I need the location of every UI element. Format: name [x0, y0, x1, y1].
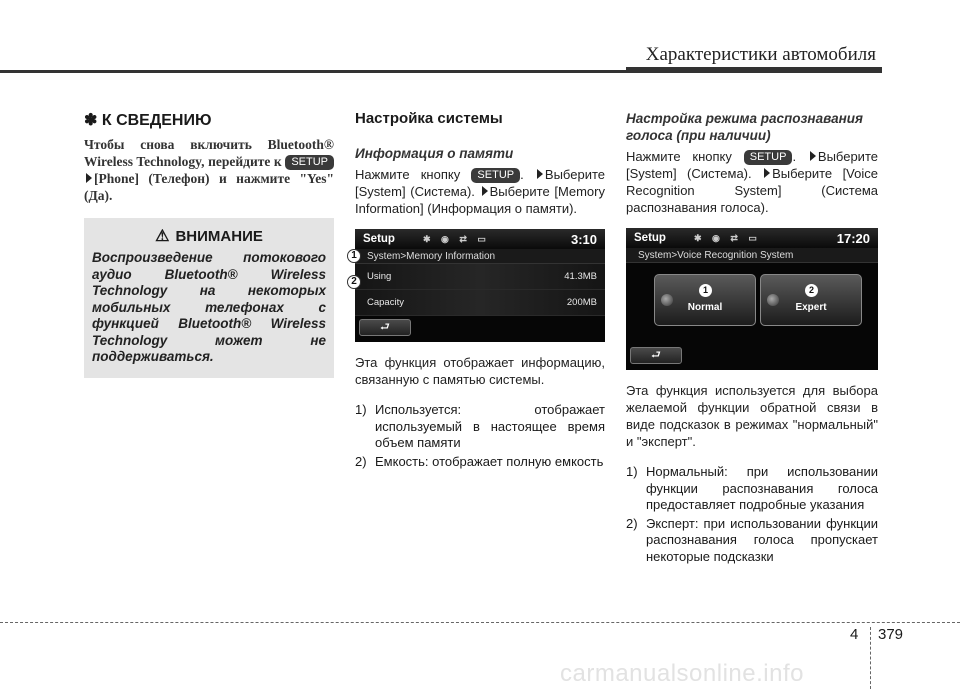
note-text — [84, 136, 334, 204]
row-value: 41.3MB — [564, 271, 597, 282]
section-title: Настройка системы — [355, 110, 503, 127]
list-num: 1) — [626, 464, 638, 479]
column-voice — [626, 110, 878, 567]
instr-press: Нажмите кнопку — [626, 149, 732, 164]
screen-title-bar — [626, 228, 878, 248]
screen-time: 3:10 — [570, 231, 597, 247]
status-icons: ✱ ◉ ⇄ ▭ — [693, 232, 761, 243]
section-number: 4 — [850, 626, 859, 643]
expert-button[interactable] — [760, 274, 862, 326]
callout-2: 2 — [805, 284, 818, 297]
instr-press: Нажмите кнопку — [355, 167, 461, 182]
list-item — [355, 402, 605, 452]
list-num: 2) — [626, 515, 638, 531]
row-label: Capacity — [367, 297, 404, 308]
note-title: ✽ К СВЕДЕНИЮ — [84, 112, 212, 129]
callout-2: 2 — [347, 275, 361, 289]
setup-button-badge: SETUP — [285, 155, 334, 170]
voice-description: Эта функция используется для выбора желаемой функции обратной связи в виде подсказок в режимах "нормальный" и "эксперт". — [626, 383, 878, 449]
setup-button-badge: SETUP — [744, 150, 793, 165]
screen-title: Setup — [363, 233, 395, 245]
instr-system: Выберите [System] (Система). — [355, 167, 605, 199]
arrow-right-icon — [482, 186, 488, 196]
setup-button-badge: SETUP — [471, 168, 520, 183]
page-number: 379 — [878, 626, 904, 643]
instr-dot: . — [520, 167, 535, 182]
instr-memory: Выберите [Memory Information] (Информация о памяти). — [355, 184, 605, 216]
arrow-right-icon — [537, 169, 543, 179]
back-button[interactable]: ⮐ — [359, 319, 411, 336]
arrow-right-icon — [810, 151, 816, 161]
screen-title-bar — [355, 229, 605, 249]
warning-box — [84, 218, 334, 378]
memory-list — [355, 402, 605, 470]
list-num: 2) — [355, 453, 367, 469]
memory-screen — [351, 229, 605, 342]
button-label: Expert — [795, 302, 827, 313]
list-item — [626, 516, 878, 566]
voice-list — [626, 464, 878, 565]
header-rule-tab — [626, 67, 882, 73]
list-text: Эксперт: при использовании функции распознавания голоса пропускает некоторые подсказки — [646, 515, 878, 564]
button-label: Normal — [687, 302, 723, 313]
memory-row-using — [355, 264, 605, 290]
footer-vertical-rule — [870, 627, 871, 689]
warning-title: ВНИМАНИЕ — [175, 227, 263, 245]
watermark: carmanualsonline.info — [560, 660, 804, 687]
memory-row-capacity — [355, 290, 605, 316]
screen-breadcrumb: System>Voice Recognition System — [626, 248, 878, 263]
column-memory — [351, 110, 605, 472]
row-label: Using — [367, 271, 392, 282]
note-text-after: [Phone] (Телефон) и нажмите "Yes" (Да). — [84, 171, 334, 203]
voice-instructions — [626, 148, 878, 216]
warning-text: Воспроизведение потокового аудио Bluetooth® Wireless Technology на некоторых мобильных телефонах с функцией Bluetooth® Wireless Technology может не поддерживаться. — [92, 250, 326, 364]
instr-voice: Выберите [Voice Recognition System] (Система распознавания голоса). — [626, 166, 878, 215]
page-header-title: Характеристики автомобиля — [645, 44, 876, 65]
callout-1: 1 — [347, 249, 361, 263]
instr-system: Выберите [System] (Система). — [626, 149, 878, 181]
list-text: Используется: отображает используемый в настоящее время объем памяти — [375, 402, 605, 450]
list-item — [355, 454, 605, 471]
arrow-right-icon — [764, 168, 770, 178]
back-button[interactable]: ⮐ — [630, 347, 682, 364]
memory-instructions — [355, 166, 605, 217]
note-text-before: Чтобы снова включить Bluetooth® Wireless Technology, перейдите к — [84, 137, 334, 169]
list-item — [626, 464, 878, 514]
footer-rule — [0, 622, 960, 623]
warning-triangle-icon: ⚠ — [155, 228, 170, 245]
voice-subtitle: Настройка режима распознавания голоса (при наличии) — [626, 111, 863, 143]
warning-header — [92, 226, 326, 246]
status-icons: ✱ ◉ ⇄ ▭ — [422, 233, 490, 244]
list-text: Нормальный: при использовании функции распознавания голоса предоставляет подробные указания — [646, 464, 878, 512]
memory-subtitle: Информация о памяти — [355, 146, 514, 161]
arrow-right-icon — [86, 173, 92, 183]
column-notes — [84, 110, 334, 378]
list-num: 1) — [355, 402, 367, 417]
screen-title: Setup — [634, 232, 666, 244]
callout-1: 1 — [699, 284, 712, 297]
row-value: 200MB — [566, 297, 597, 308]
normal-button[interactable] — [654, 274, 756, 326]
memory-description: Эта функция отображает информацию, связанную с памятью системы. — [355, 355, 605, 387]
screen-time: 17:20 — [836, 230, 870, 246]
instr-dot: . — [792, 149, 808, 164]
list-text: Емкость: отображает полную емкость — [375, 453, 604, 469]
voice-screen — [626, 228, 878, 370]
screen-breadcrumb: System>Memory Information — [355, 249, 605, 264]
